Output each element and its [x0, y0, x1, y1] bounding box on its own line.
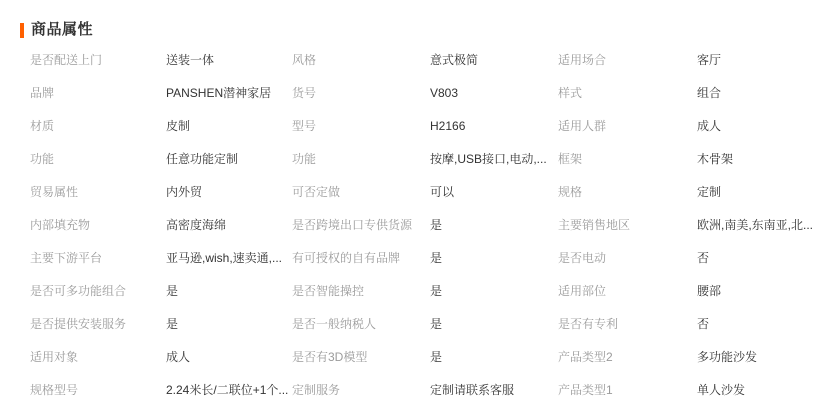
attribute-value: 单人沙发: [697, 383, 746, 397]
attribute-value: 否: [697, 317, 710, 331]
attribute-row: [30, 208, 292, 241]
attribute-label: 适用场合: [558, 53, 607, 67]
attribute-value: 2.24米长/二联位+1个...: [166, 383, 289, 397]
attribute-label: 框架: [558, 152, 583, 166]
attribute-label: 是否跨境出口专供货源: [292, 218, 413, 232]
attribute-label: 是否有3D模型: [292, 350, 368, 364]
attribute-row: [292, 142, 558, 175]
attribute-row: [558, 109, 833, 142]
attribute-value: 内外贸: [166, 185, 203, 199]
attribute-column: [558, 43, 833, 406]
attribute-value: 意式极简: [430, 53, 479, 67]
attribute-label: 型号: [292, 119, 317, 133]
attribute-row: [558, 208, 833, 241]
attribute-value: 定制: [697, 185, 722, 199]
attribute-row: [558, 340, 833, 373]
attribute-value: 是: [430, 218, 443, 232]
attribute-label: 品牌: [30, 86, 55, 100]
attribute-row: [292, 208, 558, 241]
attribute-label: 主要销售地区: [558, 218, 631, 232]
attribute-value: 多功能沙发: [697, 350, 758, 364]
attribute-value: 是: [166, 317, 179, 331]
attribute-value: 是: [430, 350, 443, 364]
attribute-label: 有可授权的自有品牌: [292, 251, 401, 265]
section-title: 商品属性: [31, 21, 94, 38]
attribute-row: [558, 373, 833, 406]
attribute-row: [558, 175, 833, 208]
attribute-value: PANSHEN潜神家居: [166, 86, 272, 100]
attribute-row: [558, 43, 833, 76]
attribute-row: [30, 307, 292, 340]
attribute-label: 功能: [292, 152, 317, 166]
attribute-label: 是否提供安装服务: [30, 317, 127, 331]
attribute-label: 是否配送上门: [30, 53, 103, 67]
attribute-value: 腰部: [697, 284, 722, 298]
attribute-label: 是否可多功能组合: [30, 284, 127, 298]
attribute-row: [558, 241, 833, 274]
attribute-label: 是否智能操控: [292, 284, 365, 298]
attribute-label: 适用人群: [558, 119, 607, 133]
attribute-row: [292, 43, 558, 76]
attribute-label: 适用部位: [558, 284, 607, 298]
attribute-value: 成人: [697, 119, 722, 133]
attribute-row: [30, 142, 292, 175]
attribute-value: 是: [430, 284, 443, 298]
attribute-value: V803: [430, 85, 459, 100]
attribute-label: 是否一般纳税人: [292, 317, 377, 331]
attribute-label: 产品类型2: [558, 350, 613, 364]
attribute-label: 内部填充物: [30, 218, 91, 232]
accent-bar: [20, 23, 24, 38]
attribute-row: [292, 340, 558, 373]
product-attributes-grid: [30, 43, 833, 406]
attribute-label: 是否电动: [558, 251, 607, 265]
attribute-label: 规格型号: [30, 383, 79, 397]
attribute-label: 规格: [558, 185, 583, 199]
attribute-value: H2166: [430, 118, 466, 133]
attribute-value: 欧洲,南美,东南亚,北...: [697, 218, 814, 232]
attribute-value: 高密度海绵: [166, 218, 227, 232]
attribute-label: 可否定做: [292, 185, 341, 199]
attribute-row: [30, 373, 292, 406]
attribute-row: [30, 175, 292, 208]
attribute-row: [292, 76, 558, 109]
attribute-value: 成人: [166, 350, 191, 364]
attribute-value: 是: [430, 251, 443, 265]
attribute-column: [292, 43, 558, 406]
attribute-row: [558, 76, 833, 109]
attribute-value: 是: [430, 317, 443, 331]
attribute-label: 是否有专利: [558, 317, 619, 331]
attribute-value: 皮制: [166, 119, 191, 133]
attribute-value: 是: [166, 284, 179, 298]
attribute-row: [292, 373, 558, 406]
attribute-label: 定制服务: [292, 383, 341, 397]
attribute-row: [292, 109, 558, 142]
attribute-label: 风格: [292, 53, 317, 67]
attribute-value: 送装一体: [166, 53, 215, 67]
attribute-label: 材质: [30, 119, 55, 133]
attribute-row: [292, 274, 558, 307]
attribute-row: [292, 307, 558, 340]
attribute-row: [30, 76, 292, 109]
attribute-value: 任意功能定制: [166, 152, 239, 166]
attribute-column: [30, 43, 292, 406]
attribute-row: [292, 175, 558, 208]
attribute-value: 否: [697, 251, 710, 265]
attribute-row: [292, 241, 558, 274]
attribute-row: [30, 241, 292, 274]
attribute-row: [558, 274, 833, 307]
attribute-value: 按摩,USB接口,电动,...: [430, 152, 547, 166]
attribute-row: [558, 142, 833, 175]
attribute-value: 亚马逊,wish,速卖通,...: [166, 251, 283, 265]
attribute-row: [30, 43, 292, 76]
attribute-value: 组合: [697, 86, 722, 100]
attribute-value: 木骨架: [697, 152, 734, 166]
attribute-row: [558, 307, 833, 340]
attribute-value: 可以: [430, 185, 455, 199]
attribute-label: 功能: [30, 152, 55, 166]
attribute-label: 货号: [292, 86, 317, 100]
attribute-row: [30, 274, 292, 307]
attribute-label: 产品类型1: [558, 383, 613, 397]
attribute-row: [30, 340, 292, 373]
section-header: [20, 22, 833, 38]
attribute-label: 贸易属性: [30, 185, 79, 199]
attribute-label: 样式: [558, 86, 583, 100]
attribute-label: 主要下游平台: [30, 251, 103, 265]
attribute-value: 客厅: [697, 53, 722, 67]
attribute-row: [30, 109, 292, 142]
attribute-value: 定制请联系客服: [430, 383, 515, 397]
attribute-label: 适用对象: [30, 350, 79, 364]
